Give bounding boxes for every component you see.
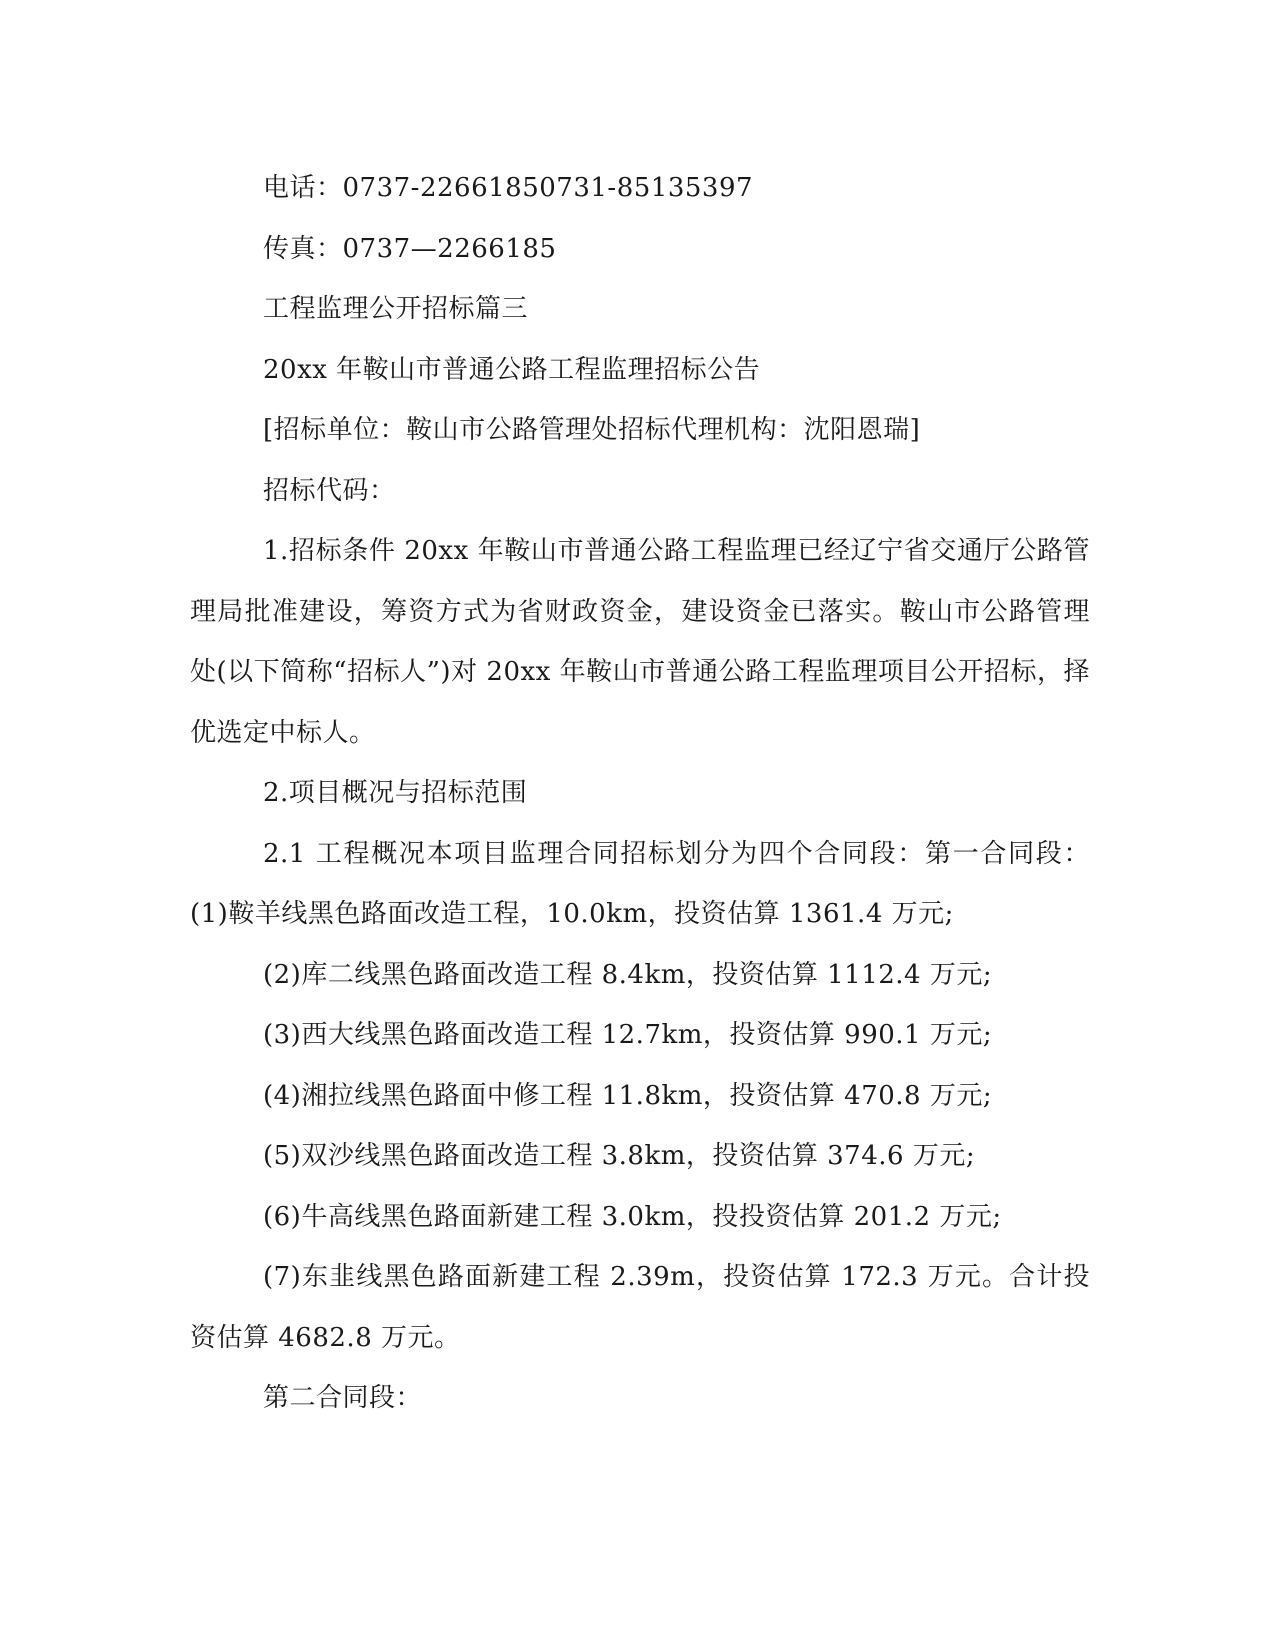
project-overview-heading: 2.项目概况与招标范围 bbox=[263, 778, 528, 808]
project-overview-paragraph: 2.1 工程概况本项目监理合同招标划分为四个合同段：第一合同段：(1)鞍羊线黑色路面改造工程，10.0km，投资估算 1361.4 万元; bbox=[190, 838, 1090, 929]
phone-line: 电话：0737-22661850731-85135397 bbox=[263, 173, 754, 203]
announcement-title: 20xx 年鞍山市普通公路工程监理招标公告 bbox=[263, 354, 761, 385]
second-contract-heading: 第二合同段： bbox=[263, 1383, 423, 1413]
tender-conditions-paragraph: 1.招标条件 20xx 年鞍山市普通公路工程监理已经辽宁省交通厅公路管理局批准建设，筹资方式为省财政资金，建设资金已落实。鞍山市公路管理处(以下简称“招标人”)对 20xx 年鞍山市普通公路工程监理项目公开招标，择优选定中标人。 bbox=[190, 536, 1090, 748]
project-item-4: (4)湘拉线黑色路面中修工程 11.8km，投资估算 470.8 万元; bbox=[263, 1080, 993, 1111]
project-item-7: (7)东韭线黑色路面新建工程 2.39m，投资估算 172.3 万元。合计投资估算 4682.8 万元。 bbox=[190, 1262, 1090, 1353]
project-item-5: (5)双沙线黑色路面改造工程 3.8km，投资估算 374.6 万元; bbox=[263, 1141, 976, 1171]
project-item-3: (3)西大线黑色路面改造工程 12.7km，投资估算 990.1 万元; bbox=[263, 1020, 993, 1050]
tender-code-line: 招标代码： bbox=[263, 475, 396, 506]
project-item-2: (2)库二线黑色路面改造工程 8.4km，投资估算 1112.4 万元; bbox=[263, 959, 993, 990]
fax-line: 传真：0737—2266185 bbox=[263, 233, 557, 264]
section-heading: 工程监理公开招标篇三 bbox=[263, 294, 529, 324]
tender-unit-line: [招标单位：鞍山市公路管理处招标代理机构：沈阳恩瑞] bbox=[263, 415, 921, 445]
document-body bbox=[190, 158, 1090, 1429]
project-item-6: (6)牛高线黑色路面新建工程 3.0km，投投资估算 201.2 万元; bbox=[263, 1201, 1002, 1232]
